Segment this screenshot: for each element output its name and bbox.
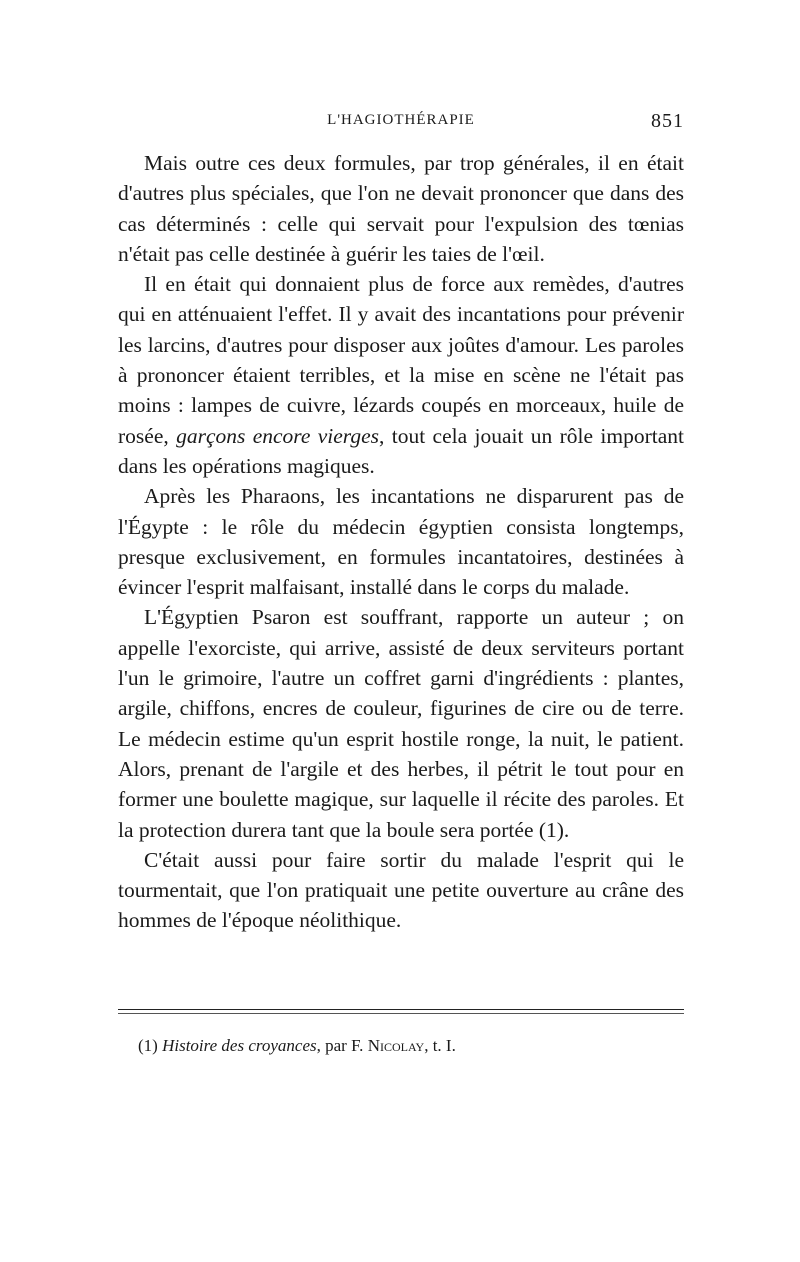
footnote-by: , par F. bbox=[316, 1036, 368, 1055]
footnote-author: Nicolay bbox=[367, 1036, 425, 1055]
footnote bbox=[138, 1034, 684, 1058]
footnote-marker: (1) bbox=[138, 1036, 158, 1055]
paragraph-4: L'Égyptien Psaron est souffrant, rapporte un auteur ; on appelle l'exorciste, qui arrive, assisté de deux serviteurs portant l'un le grimoire, l'autre un coffret garni d'ingrédients : plantes, argile, chiffons, encres de couleur, figurines de cire ou de terre. Le médecin estime qu'un esprit hostile ronge, la nuit, le patient. Alors, prenant de l'argile et des herbes, il pétrit le tout pour en former une boulette magique, sur laquelle il récite des paroles. Et la protection durera tant que la boule sera portée (1). bbox=[118, 605, 684, 842]
running-title: L'HAGIOTHÉRAPIE bbox=[327, 112, 475, 128]
body-text bbox=[118, 148, 684, 936]
footnote-volume: , t. I. bbox=[424, 1036, 456, 1055]
paragraph-5: C'était aussi pour faire sortir du malade l'esprit qui le tourmentait, que l'on pratiquait une petite ouverture au crâne des hommes de l'époque néolithique. bbox=[118, 847, 684, 933]
paragraph-2-text-start: Il en était qui donnaient plus de force aux remèdes, d'autres qui en atténuaient l'effet. Il y avait des incantations pour prévenir les larcins, d'autres pour disposer aux joûtes d'amour. Les paroles à prononcer étaient terribles, et la mise en scène ne l'était pas moins : lampes de cuivre, lézards coupés en morceaux, huile de rosée, bbox=[118, 272, 684, 448]
paragraph-2 bbox=[118, 269, 684, 481]
running-head bbox=[118, 112, 684, 140]
footnote-book-title: Histoire des croyances bbox=[162, 1036, 317, 1055]
paragraph-2-italic-phrase: garçons encore vierges bbox=[176, 423, 380, 448]
footnote-separator bbox=[118, 1009, 684, 1010]
paragraph-1: Mais outre ces deux formules, par trop générales, il en était d'autres plus spéciales, que l'on ne devait prononcer que dans des cas déterminés : celle qui servait pour l'expulsion des tœnias n'était pas celle destinée à guérir les taies de l'œil. bbox=[118, 151, 684, 266]
paragraph-3: Après les Pharaons, les incantations ne disparurent pas de l'Égypte : le rôle du médecin égyptien consista longtemps, presque exclusivement, en formules incantatoires, destinées à évincer l'esprit malfaisant, installé dans le corps du malade. bbox=[118, 484, 684, 600]
page-number: 851 bbox=[651, 110, 684, 132]
paragraph-2-text-end: , tout cela jouait un rôle important dans les opérations magiques. bbox=[118, 423, 684, 478]
